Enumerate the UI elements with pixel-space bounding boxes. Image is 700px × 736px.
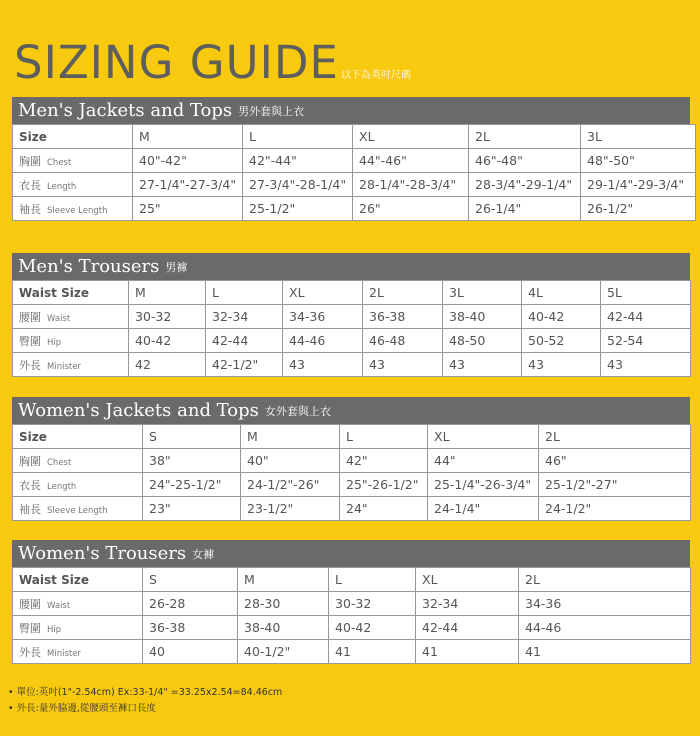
measurement-cell: 24-1/2" — [539, 497, 691, 521]
size-header-cell: 2L — [469, 125, 581, 149]
measurement-cell: 43 — [283, 353, 363, 377]
section-title: Men's Trousers — [18, 256, 160, 277]
measurement-cell: 48"-50" — [581, 149, 696, 173]
row-label-en: Length — [47, 181, 77, 192]
measurement-cell: 44-46 — [283, 329, 363, 353]
measurement-cell: 25-1/2" — [243, 197, 353, 221]
row-label-en: Hip — [47, 624, 62, 635]
row-label-cn: 胸圍 — [19, 154, 41, 168]
row-label — [13, 497, 143, 521]
section-header — [12, 397, 690, 424]
table-row — [13, 592, 691, 616]
measurement-cell: 43 — [522, 353, 601, 377]
measurement-cell: 28-1/4"-28-3/4" — [353, 173, 469, 197]
mens-jackets-section — [12, 97, 690, 221]
table-row — [13, 640, 691, 664]
measurement-cell: 46"-48" — [469, 149, 581, 173]
size-header-cell: L — [329, 568, 416, 592]
size-header-cell: L — [206, 281, 283, 305]
measurement-cell: 24"-25-1/2" — [143, 473, 241, 497]
size-header-label: Waist Size — [13, 568, 143, 592]
measurement-cell: 25" — [133, 197, 243, 221]
measurement-cell: 34-36 — [283, 305, 363, 329]
section-header — [12, 253, 690, 280]
measurement-cell: 32-34 — [206, 305, 283, 329]
measurement-cell: 32-34 — [416, 592, 519, 616]
row-label — [13, 305, 129, 329]
measurement-cell: 34-36 — [519, 592, 691, 616]
measurement-cell: 40-42 — [522, 305, 601, 329]
measurement-cell: 24-1/2"-26" — [241, 473, 340, 497]
measurement-cell: 42-44 — [601, 305, 691, 329]
row-label — [13, 197, 133, 221]
row-label-cn: 外長 — [19, 358, 41, 372]
measurement-cell: 50-52 — [522, 329, 601, 353]
row-label-en: Chest — [47, 457, 72, 468]
row-label-cn: 外長 — [19, 645, 41, 659]
table-row — [13, 329, 691, 353]
measurement-cell: 42" — [340, 449, 428, 473]
table-row — [13, 616, 691, 640]
footnote: • 單位:英吋(1"-2.54cm) Ex:33-1/4" =33.25x2.54=84.46cm — [8, 687, 283, 698]
womens-jackets-section — [12, 397, 690, 521]
section-title: Women's Trousers — [18, 543, 187, 564]
measurement-cell: 27-1/4"-27-3/4" — [133, 173, 243, 197]
section-title-cn: 女外套與上衣 — [264, 404, 331, 418]
mens-trousers-section — [12, 253, 690, 377]
measurement-cell: 38" — [143, 449, 241, 473]
size-header-cell: XL — [416, 568, 519, 592]
size-header-cell: M — [129, 281, 206, 305]
row-label-en: Length — [47, 481, 77, 492]
row-label-en: Chest — [47, 157, 72, 168]
size-header-cell: XL — [428, 425, 539, 449]
row-label-en: Minister — [47, 361, 81, 372]
measurement-cell: 23-1/2" — [241, 497, 340, 521]
measurement-cell: 44-46 — [519, 616, 691, 640]
row-label-en: Minister — [47, 648, 81, 659]
measurement-cell: 41 — [329, 640, 416, 664]
measurement-cell: 40-42 — [129, 329, 206, 353]
section-title-cn: 男褲 — [165, 260, 188, 274]
measurement-cell: 41 — [519, 640, 691, 664]
size-table — [12, 124, 696, 221]
section-header — [12, 97, 690, 124]
table-row — [13, 353, 691, 377]
size-table — [12, 424, 691, 521]
measurement-cell: 42-44 — [206, 329, 283, 353]
measurement-cell: 28-30 — [238, 592, 329, 616]
header-row — [13, 281, 691, 305]
measurement-cell: 40 — [143, 640, 238, 664]
table-row — [13, 197, 696, 221]
measurement-cell: 25-1/4"-26-3/4" — [428, 473, 539, 497]
measurement-cell: 26-1/2" — [581, 197, 696, 221]
row-label — [13, 329, 129, 353]
table-row — [13, 497, 691, 521]
measurement-cell: 40-42 — [329, 616, 416, 640]
womens-trousers-section — [12, 540, 690, 664]
row-label — [13, 473, 143, 497]
measurement-cell: 38-40 — [238, 616, 329, 640]
measurement-cell: 26" — [353, 197, 469, 221]
measurement-cell: 29-1/4"-29-3/4" — [581, 173, 696, 197]
row-label-en: Waist — [47, 313, 71, 324]
measurement-cell: 38-40 — [443, 305, 522, 329]
row-label-cn: 腰圍 — [19, 310, 41, 324]
measurement-cell: 26-28 — [143, 592, 238, 616]
row-label-cn: 臀圍 — [19, 334, 41, 348]
size-header-cell: XL — [353, 125, 469, 149]
measurement-cell: 40"-42" — [133, 149, 243, 173]
measurement-cell: 36-38 — [363, 305, 443, 329]
measurement-cell: 44" — [428, 449, 539, 473]
size-header-label: Size — [13, 125, 133, 149]
size-header-cell: 3L — [581, 125, 696, 149]
measurement-cell: 42 — [129, 353, 206, 377]
table-row — [13, 305, 691, 329]
size-header-cell: 2L — [363, 281, 443, 305]
size-header-cell: M — [133, 125, 243, 149]
measurement-cell: 43 — [601, 353, 691, 377]
size-header-cell: S — [143, 568, 238, 592]
size-header-cell: 4L — [522, 281, 601, 305]
size-header-cell: XL — [283, 281, 363, 305]
size-header-label: Waist Size — [13, 281, 129, 305]
row-label-cn: 臀圍 — [19, 621, 41, 635]
measurement-cell: 52-54 — [601, 329, 691, 353]
measurement-cell: 40-1/2" — [238, 640, 329, 664]
section-title: Women's Jackets and Tops — [18, 400, 259, 421]
size-header-cell: 5L — [601, 281, 691, 305]
row-label-en: Hip — [47, 337, 62, 348]
size-header-cell: L — [243, 125, 353, 149]
measurement-cell: 40" — [241, 449, 340, 473]
measurement-cell: 48-50 — [443, 329, 522, 353]
measurement-cell: 23" — [143, 497, 241, 521]
measurement-cell: 26-1/4" — [469, 197, 581, 221]
row-label-cn: 袖長 — [19, 502, 41, 516]
row-label — [13, 173, 133, 197]
measurement-cell: 25-1/2"-27" — [539, 473, 691, 497]
measurement-cell: 46" — [539, 449, 691, 473]
table-row — [13, 449, 691, 473]
measurement-cell: 41 — [416, 640, 519, 664]
size-header-label: Size — [13, 425, 143, 449]
size-table — [12, 567, 691, 664]
size-header-cell: L — [340, 425, 428, 449]
row-label-cn: 胸圍 — [19, 454, 41, 468]
measurement-cell: 43 — [443, 353, 522, 377]
row-label — [13, 149, 133, 173]
row-label — [13, 616, 143, 640]
table-row — [13, 473, 691, 497]
row-label — [13, 449, 143, 473]
header-row — [13, 568, 691, 592]
table-row — [13, 173, 696, 197]
row-label-en: Sleeve Length — [47, 505, 108, 516]
measurement-cell: 27-3/4"-28-1/4" — [243, 173, 353, 197]
footnote: • 外長:量外脇邊,從腰頭至褲口長度 — [8, 703, 156, 714]
row-label-cn: 衣長 — [19, 478, 41, 492]
row-label — [13, 353, 129, 377]
measurement-cell: 30-32 — [329, 592, 416, 616]
footnotes — [8, 685, 282, 717]
size-header-cell: S — [143, 425, 241, 449]
measurement-cell: 24-1/4" — [428, 497, 539, 521]
table-row — [13, 149, 696, 173]
section-title-cn: 男外套與上衣 — [238, 104, 305, 118]
measurement-cell: 42-1/2" — [206, 353, 283, 377]
size-header-cell: 2L — [519, 568, 691, 592]
size-header-cell: M — [241, 425, 340, 449]
measurement-cell: 46-48 — [363, 329, 443, 353]
size-header-cell: 2L — [539, 425, 691, 449]
row-label-cn: 腰圍 — [19, 597, 41, 611]
measurement-cell: 28-3/4"-29-1/4" — [469, 173, 581, 197]
measurement-cell: 44"-46" — [353, 149, 469, 173]
measurement-cell: 24" — [340, 497, 428, 521]
measurement-cell: 25"-26-1/2" — [340, 473, 428, 497]
row-label — [13, 592, 143, 616]
row-label-cn: 袖長 — [19, 202, 41, 216]
section-title-cn: 女褲 — [192, 547, 215, 561]
page-title: SIZING GUIDE — [14, 36, 339, 89]
measurement-cell: 42"-44" — [243, 149, 353, 173]
size-header-cell: M — [238, 568, 329, 592]
measurement-cell: 43 — [363, 353, 443, 377]
row-label-en: Waist — [47, 600, 71, 611]
section-header — [12, 540, 690, 567]
size-table — [12, 280, 691, 377]
header-row — [13, 425, 691, 449]
header-row — [13, 125, 696, 149]
measurement-cell: 42-44 — [416, 616, 519, 640]
row-label-en: Sleeve Length — [47, 205, 108, 216]
row-label-cn: 衣長 — [19, 178, 41, 192]
measurement-cell: 30-32 — [129, 305, 206, 329]
row-label — [13, 640, 143, 664]
size-header-cell: 3L — [443, 281, 522, 305]
section-title: Men's Jackets and Tops — [18, 100, 233, 121]
page-subtitle: 以下為英吋尺碼 — [341, 70, 411, 81]
measurement-cell: 36-38 — [143, 616, 238, 640]
